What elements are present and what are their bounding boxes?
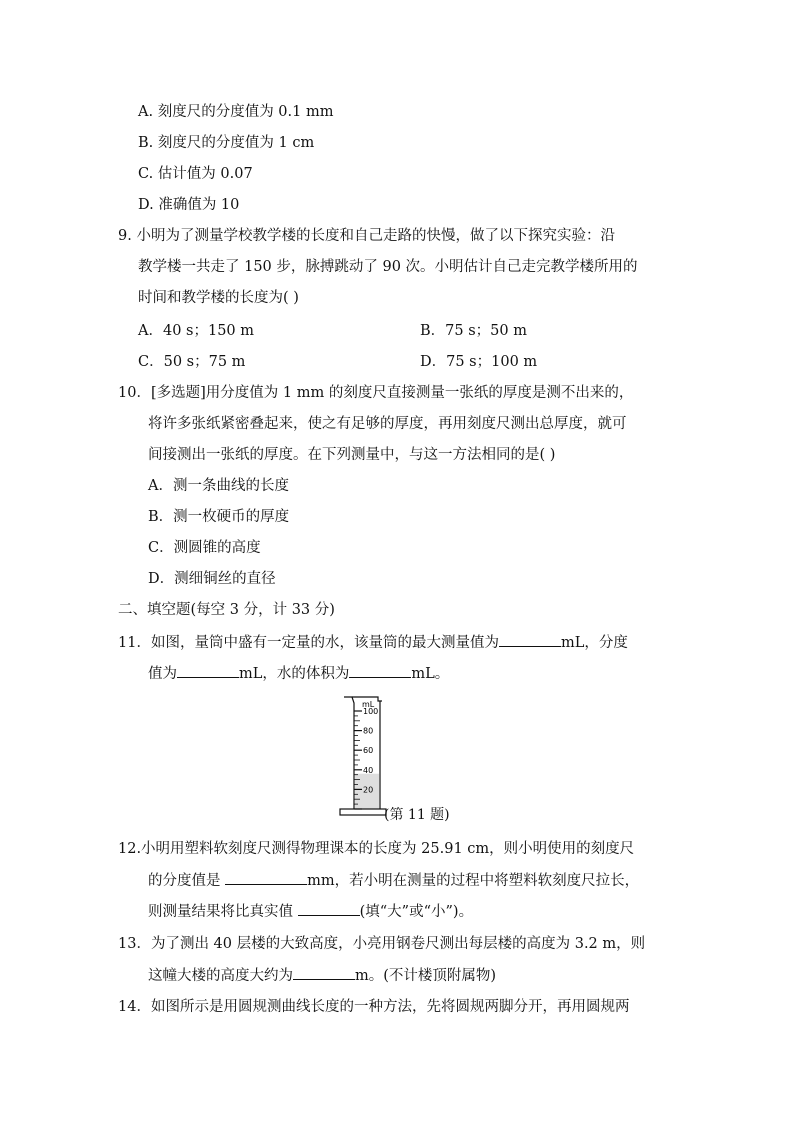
q11-line1: 11．如图，量筒中盛有一定量的水，该量筒的最大测量值为 mL，分度	[118, 632, 628, 653]
tick-label: 60	[363, 746, 374, 756]
q10-stem-line3: 间接测出一张纸的厚度。在下列测量中，与这一方法相同的是( )	[148, 447, 556, 463]
q9-option-a: A．40 s；150 m	[138, 323, 255, 339]
answer-blank[interactable]	[177, 663, 239, 678]
q9-stem-line2: 教学楼一共走了 150 步，脉搏跳动了 90 次。小明估计自己走完教学楼所用的	[138, 259, 638, 275]
q8-option-d: D. 准确值为 10	[138, 197, 240, 213]
q8-option-c: C. 估计值为 0.07	[138, 166, 253, 182]
tick-label: 100	[363, 707, 379, 716]
answer-blank[interactable]	[349, 663, 411, 678]
cylinder-base	[340, 809, 386, 815]
q9-option-c: C．50 s；75 m	[138, 354, 246, 370]
answer-blank[interactable]	[225, 870, 307, 885]
q10-option-b: B．测一枚硬币的厚度	[148, 509, 290, 525]
tick-label: 40	[363, 765, 374, 775]
q9-stem-line3: 时间和教学楼的长度为( )	[138, 290, 299, 306]
unit-label: mL	[362, 700, 375, 709]
q13-line1: 13．为了测出 40 层楼的大致高度，小亮用钢卷尺测出每层楼的高度为 3.2 m，则	[118, 936, 646, 952]
answer-blank[interactable]	[293, 965, 355, 980]
q10-stem-line2: 将许多张纸紧密叠起来，使之有足够的厚度，再用刻度尺测出总厚度，就可	[148, 416, 627, 432]
q9-stem-line1: 9. 小明为了测量学校教学楼的长度和自己走路的快慢，做了以下探究实验：沿	[118, 228, 615, 244]
figure-caption: (第 11 题)	[384, 807, 450, 823]
graduated-cylinder-figure	[338, 693, 458, 827]
tick-label: 20	[363, 785, 374, 795]
q8-option-a: A. 刻度尺的分度值为 0.1 mm	[138, 104, 334, 120]
q11-line2: 值为 mL，水的体积为 mL。	[148, 663, 449, 684]
q9-option-d: D．75 s；100 m	[420, 354, 538, 370]
q10-stem-line1: 10．[多选题]用分度值为 1 mm 的刻度尺直接测量一张纸的厚度是测不出来的，	[118, 385, 634, 401]
q12-line1: 12.小明用塑料软刻度尺测得物理课本的长度为 25.91 cm，则小明使用的刻度尺	[118, 841, 635, 857]
section-heading: 二、填空题(每空 3 分，计 33 分)	[118, 602, 335, 618]
q8-option-b: B. 刻度尺的分度值为 1 cm	[138, 135, 315, 151]
q10-option-a: A．测一条曲线的长度	[148, 478, 289, 494]
tick-label: 80	[363, 726, 374, 736]
q12-line2: 的分度值是 mm，若小明在测量的过程中将塑料软刻度尺拉长，	[148, 870, 639, 891]
q13-line2: 这幢大楼的高度大约为 m。(不计楼顶附属物)	[148, 965, 496, 986]
q14-line1: 14．如图所示是用圆规测曲线长度的一种方法，先将圆规两脚分开，再用圆规两	[118, 999, 630, 1015]
answer-blank[interactable]	[499, 632, 561, 647]
q10-option-c: C．测圆锥的高度	[148, 540, 261, 556]
q10-option-d: D．测细铜丝的直径	[148, 571, 276, 587]
q9-option-b: B．75 s；50 m	[420, 323, 527, 339]
q12-line3: 则测量结果将比真实值 (填“大”或“小”)。	[148, 901, 473, 922]
answer-blank[interactable]	[298, 901, 360, 916]
